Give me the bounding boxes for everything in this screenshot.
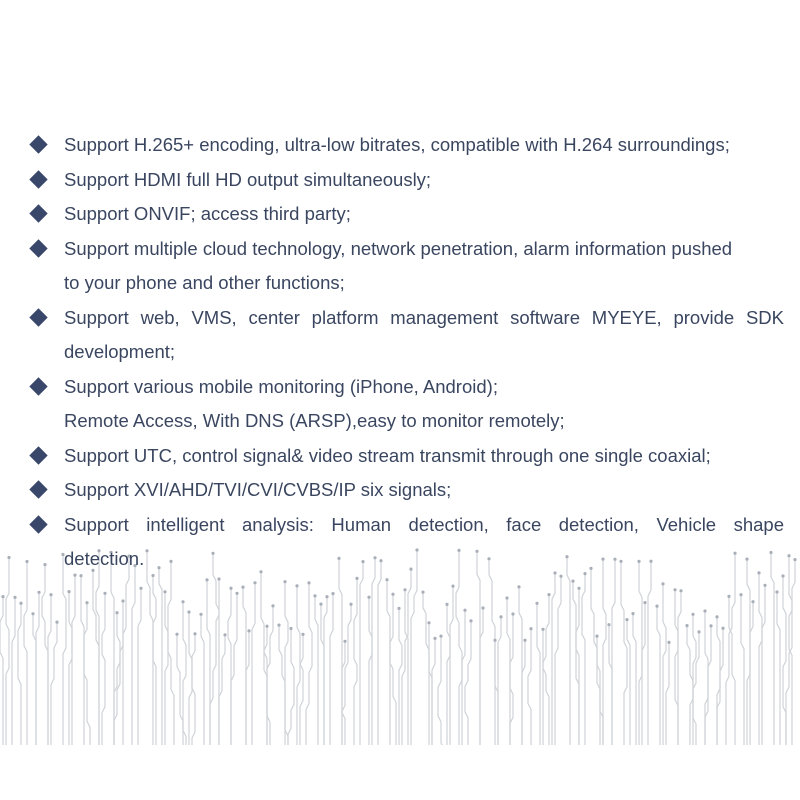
circuit-trace [18, 603, 21, 745]
circuit-node [205, 578, 208, 581]
circuit-node [715, 615, 718, 618]
circuit-trace [666, 642, 669, 745]
circuit-node [403, 588, 406, 591]
circuit-node [181, 600, 184, 603]
circuit-trace [402, 569, 411, 745]
circuit-trace [633, 614, 636, 745]
circuit-trace [603, 559, 606, 745]
circuit-trace [252, 583, 255, 745]
circuit-trace [84, 603, 87, 745]
circuit-node [709, 624, 712, 627]
circuit-node [277, 624, 280, 627]
circuit-node [673, 588, 676, 591]
feature-line: detection. [64, 548, 145, 569]
circuit-trace [132, 566, 135, 745]
circuit-trace [183, 602, 186, 745]
circuit-trace [621, 561, 627, 745]
circuit-node [721, 627, 724, 630]
circuit-node [469, 619, 472, 622]
circuit-trace [771, 553, 774, 746]
circuit-trace [231, 593, 237, 745]
circuit-trace [12, 597, 15, 745]
circuit-node [691, 613, 694, 616]
circuit-node [643, 601, 646, 604]
circuit-trace [0, 597, 3, 745]
circuit-trace [168, 561, 174, 745]
diamond-bullet-icon [29, 135, 47, 153]
circuit-node [307, 581, 310, 584]
circuit-trace [96, 551, 99, 745]
circuit-node [607, 623, 610, 626]
circuit-node [193, 632, 196, 635]
circuit-node [625, 618, 628, 621]
circuit-node [67, 590, 70, 593]
circuit-trace [114, 601, 123, 745]
circuit-trace [510, 614, 513, 745]
circuit-trace [285, 582, 288, 745]
circuit-node [85, 601, 88, 604]
circuit-trace [432, 638, 435, 745]
diamond-bullet-icon [29, 377, 47, 395]
feature-line: Support multiple cloud technology, network penetration, alarm information pushed [64, 237, 733, 259]
diamond-bullet-icon [29, 480, 47, 498]
circuit-node [547, 593, 550, 596]
circuit-node [19, 602, 22, 605]
feature-line: Support ONVIF; access third party; [64, 203, 351, 224]
circuit-trace [324, 597, 327, 745]
circuit-trace [612, 559, 615, 745]
circuit-node [265, 625, 268, 628]
circuit-node [175, 633, 178, 636]
circuit-trace [705, 626, 711, 745]
circuit-node [355, 577, 358, 580]
circuit-node [481, 606, 484, 609]
circuit-node [775, 590, 778, 593]
circuit-trace [24, 562, 27, 746]
circuit-trace [114, 613, 120, 745]
circuit-node [433, 637, 436, 640]
circuit-trace [582, 574, 585, 745]
circuit-trace [201, 614, 204, 745]
circuit-node [703, 609, 706, 612]
circuit-node [511, 612, 514, 615]
circuit-node [121, 599, 124, 602]
circuit-node [1, 595, 4, 598]
circuit-node [325, 595, 328, 598]
circuit-node [451, 585, 454, 588]
circuit-trace [360, 562, 363, 745]
circuit-trace [387, 580, 396, 745]
circuit-node [655, 605, 658, 608]
circuit-trace [378, 561, 381, 745]
diamond-bullet-icon [29, 204, 47, 222]
feature-item [0, 163, 800, 198]
circuit-node [595, 635, 598, 638]
circuit-node [301, 633, 304, 636]
circuit-node [163, 590, 166, 593]
circuit-node [103, 592, 106, 595]
circuit-trace [438, 636, 444, 745]
circuit-node [679, 589, 682, 592]
circuit-node [535, 602, 538, 605]
circuit-node [55, 621, 58, 624]
circuit-node [661, 582, 664, 585]
circuit-node [139, 587, 142, 590]
circuit-node [49, 593, 52, 596]
circuit-node [235, 592, 238, 595]
diamond-bullet-icon [29, 515, 47, 533]
circuit-trace [210, 579, 219, 745]
circuit-trace [372, 558, 375, 745]
circuit-trace [726, 553, 735, 745]
circuit-node [223, 633, 226, 636]
circuit-node [319, 603, 322, 606]
feature-item [0, 232, 800, 301]
feature-line: Support intelligent analysis: Human detection, face detection, Vehicle shape [64, 513, 784, 535]
circuit-node [571, 580, 574, 583]
circuit-node [499, 615, 502, 618]
circuit-trace [6, 558, 9, 746]
circuit-node [517, 585, 520, 588]
circuit-node [463, 609, 466, 612]
circuit-node [241, 586, 244, 589]
feature-list [0, 128, 800, 577]
circuit-node [529, 627, 532, 630]
circuit-trace [777, 592, 780, 745]
feature-line: Support web, VMS, center platform management software MYEYE, provide SDK [64, 306, 784, 328]
circuit-node [115, 611, 118, 614]
circuit-node [271, 604, 274, 607]
feature-line: Support H.265+ encoding, ultra-low bitrates, compatible with H.264 surroundings; [64, 134, 730, 155]
circuit-trace [147, 551, 156, 745]
circuit-node [385, 578, 388, 581]
circuit-trace [411, 550, 417, 745]
circuit-trace [762, 585, 765, 745]
circuit-trace [528, 629, 534, 745]
circuit-trace [657, 606, 660, 745]
circuit-trace [342, 604, 351, 745]
circuit-trace [498, 617, 501, 745]
circuit-node [685, 624, 688, 627]
circuit-trace [423, 592, 429, 745]
circuit-trace [81, 576, 90, 745]
circuit-trace [102, 593, 105, 745]
circuit-node [247, 629, 250, 632]
circuit-trace [123, 556, 129, 745]
circuit-node [697, 630, 700, 633]
circuit-node [739, 593, 742, 596]
circuit-node [397, 607, 400, 610]
circuit-node [493, 639, 496, 642]
circuit-node [331, 592, 334, 595]
circuit-trace [288, 629, 294, 746]
circuit-trace [450, 586, 453, 745]
circuit-trace [465, 621, 471, 745]
feature-item [0, 370, 800, 439]
circuit-node [439, 635, 442, 638]
circuit-node [445, 603, 448, 606]
circuit-node [229, 587, 232, 590]
circuit-node [283, 580, 286, 583]
circuit-trace [591, 568, 600, 745]
circuit-node [523, 639, 526, 642]
circuit-node [763, 584, 766, 587]
circuit-trace [315, 596, 318, 745]
circuit-trace [159, 568, 162, 745]
circuit-node [187, 610, 190, 613]
circuit-node [31, 612, 34, 615]
circuit-trace [42, 565, 48, 745]
circuit-node [349, 603, 352, 606]
circuit-node [313, 594, 316, 597]
circuit-trace [741, 595, 744, 745]
circuit-node [541, 628, 544, 631]
circuit-trace [354, 578, 357, 745]
circuit-node [343, 640, 346, 643]
circuit-node [199, 613, 202, 616]
circuit-node [631, 612, 634, 615]
circuit-trace [51, 622, 57, 745]
circuit-node [427, 621, 430, 624]
feature-line: Support UTC, control signal& video stream transmit through one single coaxial; [64, 444, 711, 466]
circuit-trace [219, 635, 225, 745]
circuit-node [253, 581, 256, 584]
feature-item [0, 473, 800, 508]
feature-item [0, 197, 800, 232]
feature-item [0, 301, 800, 370]
circuit-node [367, 596, 370, 599]
circuit-node [727, 595, 730, 598]
circuit-trace [72, 575, 75, 745]
feature-item [0, 128, 800, 163]
circuit-node [577, 587, 580, 590]
circuit-trace [330, 594, 333, 745]
diamond-bullet-icon [29, 308, 47, 326]
feature-line: Remote Access, With DNS (ARSP),easy to monitor remotely; [64, 410, 565, 431]
feature-line: Support HDMI full HD output simultaneously; [64, 168, 432, 190]
feature-line: Support XVI/AHD/TVI/CVI/CVBS/IP six signals; [64, 479, 452, 500]
circuit-trace [63, 555, 66, 746]
circuit-node [505, 596, 508, 599]
circuit-node [37, 591, 40, 594]
circuit-node [217, 577, 220, 580]
diamond-bullet-icon [29, 239, 47, 257]
diamond-bullet-icon [29, 170, 47, 188]
circuit-trace [789, 560, 795, 745]
circuit-trace [489, 559, 495, 745]
circuit-trace [555, 576, 561, 745]
feature-line: development; [64, 341, 176, 362]
circuit-trace [537, 603, 540, 745]
circuit-trace [306, 583, 312, 745]
circuit-node [391, 593, 394, 596]
feature-line: to your phone and other functions; [64, 272, 345, 293]
circuit-trace [138, 588, 141, 745]
feature-line: Support various mobile monitoring (iPhone, Android); [64, 375, 498, 397]
diamond-bullet-icon [29, 446, 47, 464]
feature-item [0, 439, 800, 474]
circuit-trace [177, 634, 183, 745]
circuit-trace [192, 634, 195, 745]
feature-item [0, 508, 800, 577]
circuit-trace [36, 592, 39, 745]
circuit-node [667, 641, 670, 644]
circuit-node [13, 596, 16, 599]
circuit-node [289, 627, 292, 630]
circuit-node [295, 584, 298, 587]
circuit-trace [567, 557, 570, 745]
circuit-node [421, 591, 424, 594]
circuit-trace [648, 561, 651, 745]
circuit-node [751, 600, 754, 603]
